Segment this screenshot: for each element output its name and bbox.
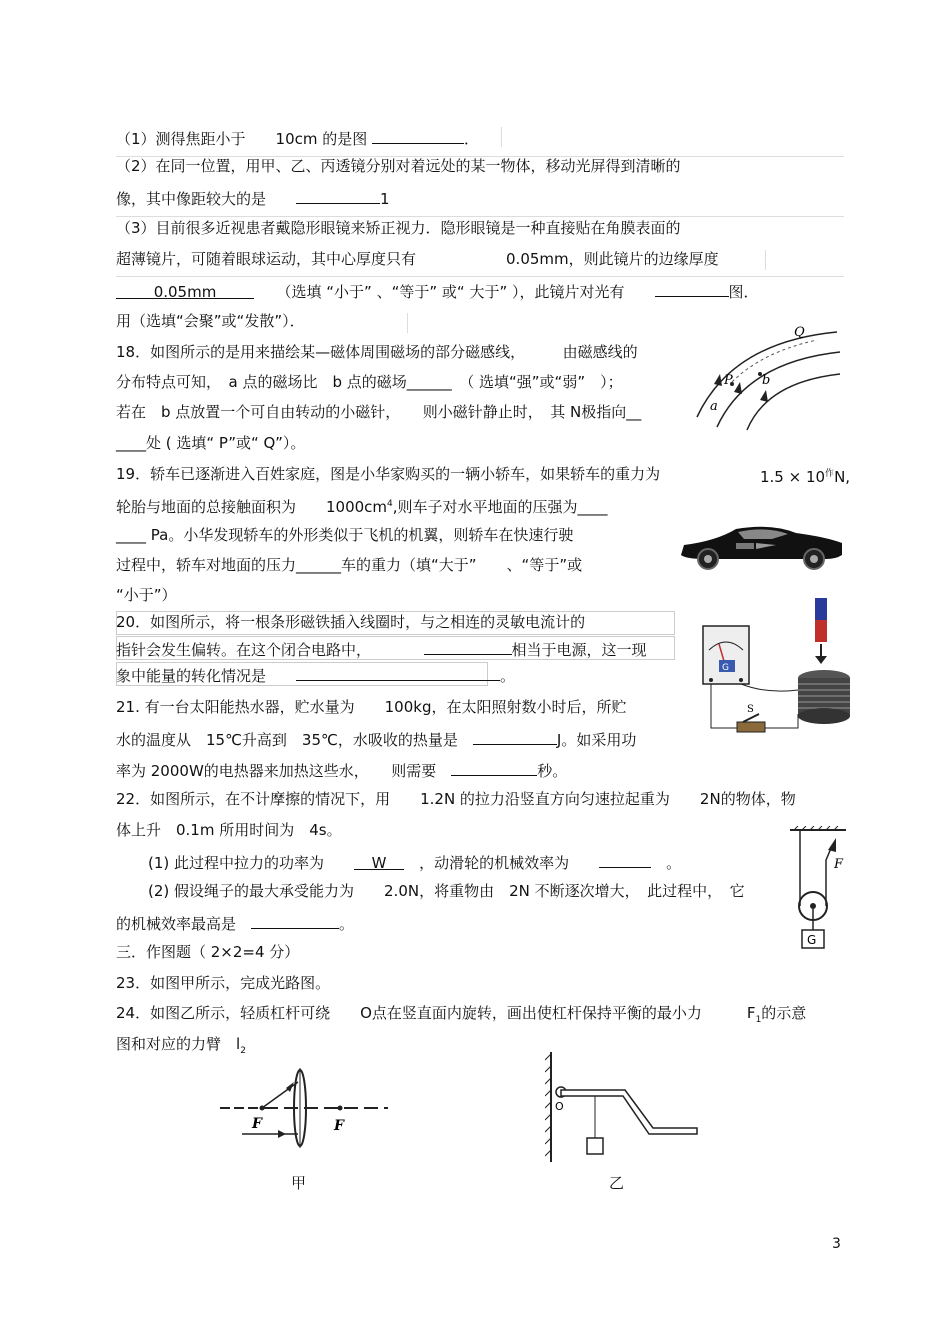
q17-3-line-2: 超薄镜片，可随着眼球运动，其中心厚度只有 0.05mm，则此镜片的边缘厚度 <box>116 250 719 268</box>
field-label-a: a <box>710 399 718 414</box>
q18-line-1: 18．如图所示的是用来描绘某—磁体周围磁场的部分磁感线， 由磁感线的 <box>116 343 638 361</box>
q22-line-1: 22．如图所示，在不计摩擦的情况下，用 1.2N 的拉力沿竖直方向匀速拉起重为 2N的物体，物 <box>116 790 796 808</box>
separator <box>501 127 502 147</box>
answer-blank[interactable] <box>424 638 512 655</box>
lever-label-o: O <box>555 1100 564 1113</box>
page-number: 3 <box>832 1236 841 1252</box>
q24-line-2: 图和对应的力臂 $l_2$ <box>116 1035 246 1056</box>
q22-part2: (2) 假设绳子的最大承受能力为 2.0N，将重物由 2N 不断逐次增大， 此过程中， 它 <box>148 882 745 900</box>
lens-figure <box>220 1060 388 1160</box>
q20-line-3: 象中能量的转化情况是 。 <box>116 664 515 686</box>
q19-line-5: “小于”） <box>116 586 177 604</box>
answer-blank[interactable] <box>655 280 729 297</box>
lens-label-f-left: F <box>252 1116 262 1132</box>
lever-figure <box>545 1052 705 1164</box>
q22-part1: (1) 此过程中拉力的功率为 W ，动滑轮的机械效率为 。 <box>148 851 681 873</box>
answer-blank[interactable] <box>372 127 464 144</box>
q20-line-1: 20．如图所示，将一根条形磁铁插入线圈时，与之相连的灵敏电流计的 <box>116 613 586 631</box>
pulley-figure <box>788 826 848 954</box>
q17-3-line-4: 用（选填“会聚”或“发散”）． <box>116 312 305 330</box>
field-label-q: Q <box>794 325 805 340</box>
q19-line-2: 轮胎与地面的总接触面积为 $1000cm^4$,则车子对水平地面的压强为____ <box>116 498 608 516</box>
caption-jia: 甲 <box>291 1174 307 1192</box>
q23-line: 23．如图甲所示，完成光路图。 <box>116 974 331 992</box>
answer-blank[interactable] <box>251 912 339 929</box>
q18-line-4: ____处 ( 选填“ P”或“ Q”）。 <box>116 434 306 452</box>
separator <box>116 216 844 217</box>
separator <box>407 313 408 333</box>
q19-gravity: $1.5 \times 10^作N$, <box>760 468 851 486</box>
separator <box>765 250 766 270</box>
meter-label-g: G <box>722 663 729 673</box>
magnetic-field-figure <box>692 322 842 432</box>
field-label-b: b <box>762 373 771 388</box>
q18-line-3: 若在 b 点放置一个可自由转动的小磁针， 则小磁针静止时， 其 N极指向__ <box>116 403 642 421</box>
answer-blank[interactable] <box>473 728 557 745</box>
q17-2-line-1: （2）在同一位置，用甲、乙、丙透镜分别对着远处的某一物体，移动光屏得到清晰的 <box>116 157 681 175</box>
q21-line-3: 率为 2000W的电热器来加热这些水， 则需要 秒。 <box>116 759 567 781</box>
q24-line-1: 24．如图乙所示，轻质杠杆可绕 O点在竖直面内旋转，画出使杠杆保持平衡的最小力 $F_1$的示意 <box>116 1004 807 1025</box>
lens-label-f-right: F <box>334 1118 344 1134</box>
caption-yi: 乙 <box>609 1174 625 1192</box>
pulley-label-g: G <box>807 933 817 947</box>
q18-line-2: 分布特点可知， a 点的磁场比 b 点的磁场______ （ 选填“强”或“弱” ）； <box>116 373 623 391</box>
switch-label-s: S <box>747 704 754 715</box>
answer-blank[interactable] <box>296 664 500 681</box>
q19-line-1: 19．轿车已逐渐进入百姓家庭，图是小华家购买的一辆小轿车，如果轿车的重力为 <box>116 465 661 483</box>
answer-blank[interactable] <box>599 851 651 868</box>
pulley-label-f: F <box>834 857 844 872</box>
q17-3-line-3: 0.05mm （选填 “小于” 、“等于” 或“ 大于” ），此镜片对光有 图． <box>116 280 759 302</box>
q17-3-line-1: （3）目前很多近视患者戴隐形眼镜来矫正视力．隐形眼镜是一种直接贴在角膜表面的 <box>116 219 681 237</box>
galvanometer-coil-figure <box>697 598 857 738</box>
q19-line-4: 过程中，轿车对地面的压力______车的重力（填“大于” 、“等于”或 <box>116 556 583 574</box>
car-figure <box>676 515 846 575</box>
q19-line-3: ____ Pa。小华发现轿车的外形类似于飞机的机翼，则轿车在快速行驶 <box>116 526 574 544</box>
field-label-p: P <box>724 373 733 388</box>
q17-2-line-2: 像，其中像距较大的是 1 <box>116 187 390 209</box>
section-3-heading: 三．作图题（ 2×2=4 分） <box>116 943 300 961</box>
q21-line-2: 水的温度从 15℃升高到 35℃，水吸收的热量是 J。如采用功 <box>116 728 636 750</box>
q21-line-1: 21. 有一台太阳能热水器，贮水量为 100kg，在太阳照射数小时后，所贮 <box>116 698 627 716</box>
answer-blank[interactable]: W <box>354 853 404 870</box>
q17-1-line: （1）测得焦距小于 10cm 的是图 ． <box>116 127 479 149</box>
answer-blank[interactable]: 0.05mm <box>116 282 254 299</box>
q22-line-5: 的机械效率最高是 。 <box>116 912 354 934</box>
answer-blank[interactable] <box>451 759 537 776</box>
q20-line-2: 指针会发生偏转。在这个闭合电路中， 相当于电源，这一现 <box>116 638 647 660</box>
separator <box>116 276 844 277</box>
q22-line-2: 体上升 0.1m 所用时间为 4s。 <box>116 821 342 839</box>
answer-blank[interactable] <box>296 187 380 204</box>
